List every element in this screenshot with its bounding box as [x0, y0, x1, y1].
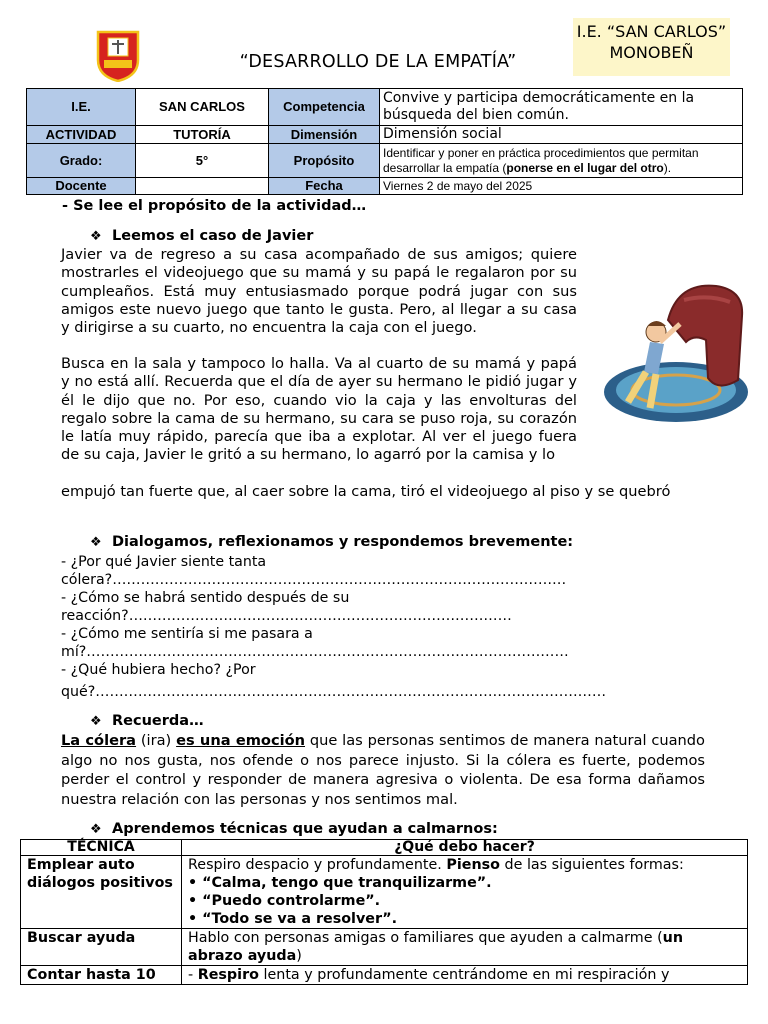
table-row [21, 929, 748, 966]
question-2-answer-line: reacción?……………………………………………………………………… [61, 608, 512, 624]
activity-info-table [26, 88, 743, 195]
question-3-line-1: - ¿Cómo me sentiría si me pasara a [61, 626, 313, 642]
question-4-line-1: - ¿Qué hubiera hecho? ¿Por [61, 662, 256, 678]
grado-value: 5° [136, 144, 269, 178]
table-row [21, 966, 748, 985]
techniques-table [20, 839, 748, 985]
question-4-answer-line: qué?……………………………………………………………………………………………… [61, 684, 607, 700]
question-1-line-1: - ¿Por qué Javier siente tanta [61, 554, 267, 570]
dimension-value: Dimensión social [380, 126, 743, 144]
diamond-bullet-icon: ❖ [90, 229, 102, 244]
recuerda-paragraph: La cólera (ira) es una emoción que las personas sentimos de manera natural cuando algo no nos gusta, nos ofende o nos parece injusto. Si la cólera es fuerte, podemos perder el control y responder de manera agresiva o violenta. De esa forma dañamos nuestra relación con las personas y nos sentimos mal. [61, 732, 705, 808]
grado-label: Grado: [27, 144, 136, 178]
case-heading: ❖ Leemos el caso de Javier [90, 228, 314, 244]
tecnica-header: TÉCNICA [21, 840, 182, 856]
technique-description: Hablo con personas amigas o familiares que ayuden a calmarme (un abrazo ayuda) [182, 929, 748, 966]
actividad-label: ACTIVIDAD [27, 126, 136, 144]
docente-label: Docente [27, 178, 136, 195]
diamond-bullet-icon: ❖ [90, 535, 102, 550]
dimension-label: Dimensión [269, 126, 380, 144]
boy-lifting-sofa-illustration [598, 280, 748, 430]
question-1-answer-line: cólera?…………………………………………………………………………………… [61, 572, 567, 588]
case-paragraph-3: empujó tan fuerte que, al caer sobre la cama, tiró el videojuego al piso y se quebró [61, 483, 671, 500]
proposito-value: Identificar y poner en práctica procedimientos que permitan desarrollar la empatía (ponerse en el lugar del otro). [380, 144, 743, 178]
competencia-label: Competencia [269, 89, 380, 126]
diamond-bullet-icon: ❖ [90, 822, 102, 837]
proposito-label: Propósito [269, 144, 380, 178]
technique-name: Emplear auto diálogos positivos [21, 856, 182, 929]
diamond-bullet-icon: ❖ [90, 714, 102, 729]
dialog-heading: ❖ Dialogamos, reflexionamos y respondemos brevemente: [90, 534, 574, 550]
case-paragraph-1: Javier va de regreso a su casa acompañado de sus amigos; quiere mostrarles el videojuego que su mamá y su papá le regalaron por su cumpleaños. Está muy entusiasmado porque podrá jugar con sus amigos este nuevo juego que tanto le gusta. Pero, al llegar a su casa y dirigirse a su cuarto, no encuentra la caja con el juego. [61, 246, 577, 337]
table-row [21, 856, 748, 929]
tecnicas-heading: ❖ Aprendemos técnicas que ayudan a calmarnos: [90, 821, 498, 837]
ie-value: SAN CARLOS [136, 89, 269, 126]
fecha-label: Fecha [269, 178, 380, 195]
competencia-value: Convive y participa democráticamente en la búsqueda del bien común. [380, 89, 743, 126]
technique-description: - Respiro lenta y profundamente centrándome en mi respiración y [182, 966, 748, 985]
school-note: I.E. “SAN CARLOS” MONOBEÑ [573, 18, 730, 76]
que-hacer-header: ¿Qué debo hacer? [182, 840, 748, 856]
actividad-value: TUTORÍA [136, 126, 269, 144]
docente-value [136, 178, 269, 195]
question-2-line-1: - ¿Cómo se habrá sentido después de su [61, 590, 350, 606]
technique-name: Contar hasta 10 [21, 966, 182, 985]
page-title: “DESARROLLO DE LA EMPATÍA” [239, 52, 517, 72]
case-paragraph-2: Busca en la sala y tampoco lo halla. Va al cuarto de su mamá y papá y no está allí. Recuerda que el día de ayer su hermano le pidió jugar y él le dijo que no. Por eso, cuando vio la caja y las envolturas del regalo sobre la cama de su hermano, su cara se puso roja, su corazón le latía muy rápido, parecía que iba a explotar. Al ver el juego fuera de su caja, Javier le gritó a su hermano, lo agarró por la camisa y lo [61, 355, 577, 464]
technique-description: Respiro despacio y profundamente. Pienso de las siguientes formas: • “Calma, tengo que tranquilizarme”. • “Puedo controlarme”. • “Todo se va a resolver”. [182, 856, 748, 929]
question-3-answer-line: mí?………………………………………………………………………………………… [61, 644, 569, 660]
fecha-value: Viernes 2 de mayo del 2025 [380, 178, 743, 195]
recuerda-heading: ❖ Recuerda… [90, 713, 204, 729]
intro-line: - Se lee el propósito de la actividad… [62, 198, 367, 214]
technique-name: Buscar ayuda [21, 929, 182, 966]
ie-label: I.E. [27, 89, 136, 126]
